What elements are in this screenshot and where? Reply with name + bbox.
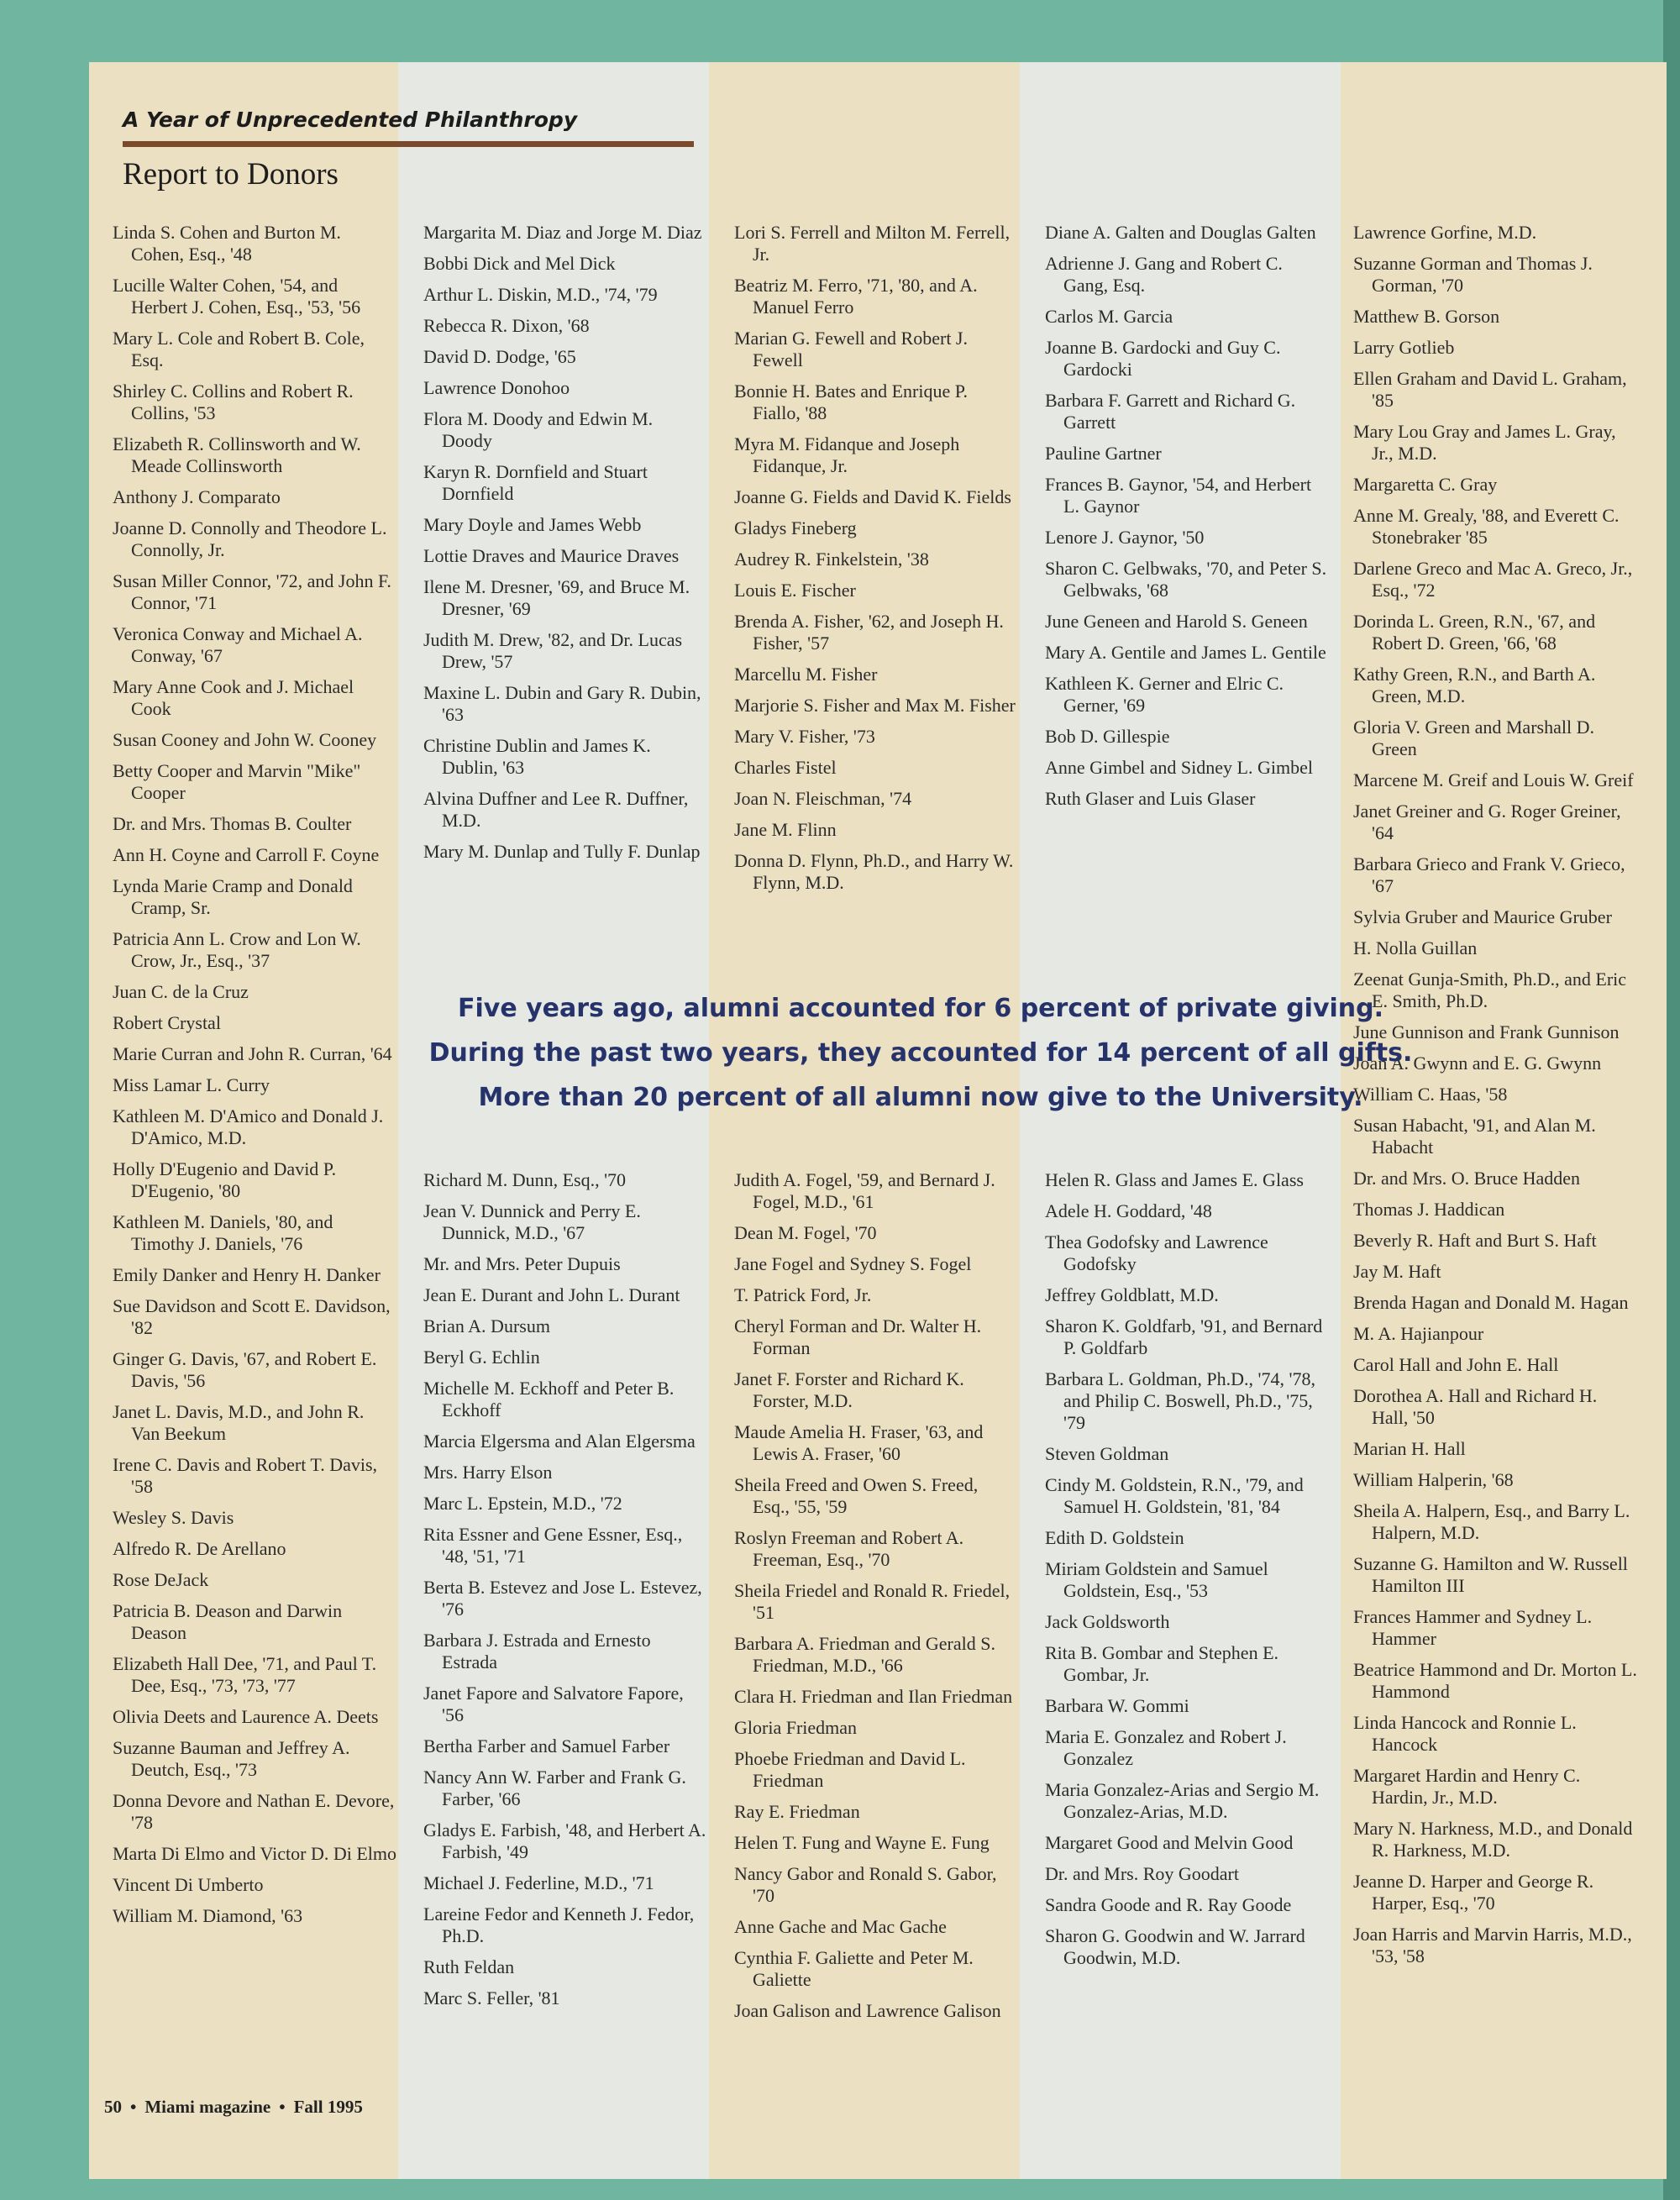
donor-entry: Joan Harris and Marvin Harris, M.D., '53, '58 — [1353, 1924, 1632, 1966]
donor-entry: William C. Haas, '58 — [1353, 1084, 1508, 1105]
donor-entry: Karyn R. Dornfield and Stuart Dornfield — [423, 461, 648, 504]
donor-entry: Richard M. Dunn, Esq., '70 — [423, 1169, 627, 1190]
donor-entry: Elizabeth R. Collinsworth and W. Meade Collinsworth — [113, 433, 361, 476]
donor-entry: Adrienne J. Gang and Robert C. Gang, Esq. — [1045, 253, 1283, 296]
donor-entry: Suzanne G. Hamilton and W. Russell Hamilton III — [1353, 1553, 1628, 1596]
donor-entry: Mary V. Fisher, '73 — [734, 726, 875, 747]
donor-entry: Beatriz M. Ferro, '71, '80, and A. Manuel Ferro — [734, 275, 978, 318]
donor-entry: Barbara L. Goldman, Ph.D., '74, '78, and Philip C. Boswell, Ph.D., '75, '79 — [1045, 1368, 1315, 1433]
donor-column-4b — [1045, 1169, 1329, 1978]
donor-entry: Sharon K. Goldfarb, '91, and Bernard P. Goldfarb — [1045, 1315, 1323, 1358]
donor-entry: Gloria Friedman — [734, 1717, 858, 1738]
donor-entry: Carlos M. Garcia — [1045, 306, 1173, 327]
donor-entry: Alfredo R. De Arellano — [113, 1538, 286, 1559]
donor-entry: Mr. and Mrs. Peter Dupuis — [423, 1253, 621, 1274]
donor-entry: Berta B. Estevez and Jose L. Estevez, '76 — [423, 1577, 702, 1620]
donor-entry: Marcene M. Greif and Louis W. Greif — [1353, 769, 1634, 790]
donor-entry: Mary L. Cole and Robert B. Cole, Esq. — [113, 328, 365, 370]
donor-entry: Frances Hammer and Sydney L. Hammer — [1353, 1606, 1593, 1649]
donor-entry: Sylvia Gruber and Maurice Gruber — [1353, 906, 1612, 927]
donor-entry: Bertha Farber and Samuel Farber — [423, 1735, 670, 1756]
donor-entry: Anthony J. Comparato — [113, 486, 281, 507]
donor-entry: Cheryl Forman and Dr. Walter H. Forman — [734, 1315, 982, 1358]
donor-entry: June Geneen and Harold S. Geneen — [1045, 611, 1308, 632]
donor-entry: Holly D'Eugenio and David P. D'Eugenio, '80 — [113, 1158, 337, 1201]
donor-entry: Jay M. Haft — [1353, 1261, 1441, 1282]
donor-entry: Wesley S. Davis — [113, 1507, 234, 1528]
callout-line: More than 20 percent of all alumni now give to the University. — [478, 1083, 1363, 1112]
donor-entry: Lawrence Gorfine, M.D. — [1353, 222, 1537, 243]
donor-entry: Brian A. Dursum — [423, 1315, 550, 1336]
donor-entry: Dr. and Mrs. Roy Goodart — [1045, 1863, 1239, 1884]
donor-entry: Clara H. Friedman and Ilan Friedman — [734, 1686, 1013, 1707]
donor-entry: Lucille Walter Cohen, '54, and Herbert J. Cohen, Esq., '53, '56 — [113, 275, 361, 318]
donor-entry: Maria E. Gonzalez and Robert J. Gonzalez — [1045, 1726, 1287, 1769]
donor-entry: Kathleen M. Daniels, '80, and Timothy J. Daniels, '76 — [113, 1211, 333, 1254]
donor-entry: Edith D. Goldstein — [1045, 1527, 1184, 1548]
donor-entry: Nancy Gabor and Ronald S. Gabor, '70 — [734, 1863, 997, 1906]
donor-entry: Maude Amelia H. Fraser, '63, and Lewis A. Fraser, '60 — [734, 1421, 984, 1464]
donor-entry: Irene C. Davis and Robert T. Davis, '58 — [113, 1454, 378, 1497]
donor-entry: Diane A. Galten and Douglas Galten — [1045, 222, 1316, 243]
donor-entry: Margaret Good and Melvin Good — [1045, 1832, 1294, 1853]
donor-entry: Joanne B. Gardocki and Guy C. Gardocki — [1045, 337, 1281, 380]
donor-entry: Darlene Greco and Mac A. Greco, Jr., Esq., '72 — [1353, 558, 1633, 601]
donor-entry: Joanne D. Connolly and Theodore L. Connolly, Jr. — [113, 517, 387, 560]
donor-entry: Susan Habacht, '91, and Alan M. Habacht — [1353, 1115, 1596, 1158]
donor-entry: Phoebe Friedman and David L. Friedman — [734, 1748, 966, 1791]
donor-entry: Michael J. Federline, M.D., '71 — [423, 1872, 654, 1893]
donor-entry: Kathleen K. Gerner and Elric C. Gerner, '69 — [1045, 673, 1284, 716]
donor-entry: Gladys E. Farbish, '48, and Herbert A. Farbish, '49 — [423, 1819, 706, 1862]
donor-entry: Barbara W. Gommi — [1045, 1695, 1189, 1716]
donor-entry: Gladys Fineberg — [734, 517, 857, 538]
donor-entry: Kathy Green, R.N., and Barth A. Green, M.D. — [1353, 664, 1596, 706]
donor-entry: Mary Doyle and James Webb — [423, 514, 642, 535]
donor-entry: Rose DeJack — [113, 1569, 209, 1590]
donor-entry: Mary M. Dunlap and Tully F. Dunlap — [423, 841, 701, 862]
donor-entry: Bobbi Dick and Mel Dick — [423, 253, 616, 274]
publication-name: Miami magazine — [144, 2097, 271, 2117]
donor-entry: Jean E. Durant and John L. Durant — [423, 1284, 680, 1305]
donor-entry: Zeenat Gunja-Smith, Ph.D., and Eric E. Smith, Ph.D. — [1353, 969, 1627, 1011]
donor-entry: Mary N. Harkness, M.D., and Donald R. Harkness, M.D. — [1353, 1818, 1633, 1861]
donor-entry: Michelle M. Eckhoff and Peter B. Eckhoff — [423, 1378, 675, 1420]
donor-entry: Jack Goldsworth — [1045, 1611, 1170, 1632]
donor-entry: Mary Lou Gray and James L. Gray, Jr., M.D. — [1353, 421, 1616, 464]
donor-entry: Lareine Fedor and Kenneth J. Fedor, Ph.D. — [423, 1903, 695, 1946]
donor-entry: Elizabeth Hall Dee, '71, and Paul T. Dee, Esq., '73, '73, '77 — [113, 1653, 377, 1696]
magazine-page — [89, 62, 1667, 2179]
donor-entry: Ray E. Friedman — [734, 1801, 860, 1822]
donor-entry: Robert Crystal — [113, 1012, 221, 1033]
donor-entry: Lenore J. Gaynor, '50 — [1045, 527, 1205, 548]
donor-entry: Marcellu M. Fisher — [734, 664, 878, 685]
donor-entry: Joan Galison and Lawrence Galison — [734, 2000, 1001, 2021]
donor-entry: Louis E. Fischer — [734, 580, 856, 601]
donor-entry: Dr. and Mrs. Thomas B. Coulter — [113, 813, 352, 834]
donor-column-2b — [423, 1169, 707, 2019]
donor-entry: Marta Di Elmo and Victor D. Di Elmo — [113, 1843, 396, 1864]
donor-entry: Janet Greiner and G. Roger Greiner, '64 — [1353, 801, 1621, 843]
callout-line: During the past two years, they accounted for 14 percent of all gifts. — [428, 1038, 1413, 1068]
page-number: 50 — [104, 2097, 122, 2117]
donor-entry: Suzanne Bauman and Jeffrey A. Deutch, Esq., '73 — [113, 1737, 350, 1780]
donor-entry: Alvina Duffner and Lee R. Duffner, M.D. — [423, 788, 689, 831]
donor-entry: Arthur L. Diskin, M.D., '74, '79 — [423, 284, 658, 305]
donor-entry: Steven Goldman — [1045, 1443, 1169, 1464]
donor-entry: Dean M. Fogel, '70 — [734, 1222, 877, 1243]
donor-entry: Juan C. de la Cruz — [113, 981, 249, 1002]
donor-entry: Betty Cooper and Marvin "Mike" Cooper — [113, 760, 361, 803]
donor-entry: Christine Dublin and James K. Dublin, '63 — [423, 735, 651, 778]
donor-entry: Brenda A. Fisher, '62, and Joseph H. Fisher, '57 — [734, 611, 1004, 654]
donor-entry: Vincent Di Umberto — [113, 1874, 264, 1895]
donor-entry: Ilene M. Dresner, '69, and Bruce M. Dresner, '69 — [423, 576, 690, 619]
donor-entry: Bob D. Gillespie — [1045, 726, 1170, 747]
donor-entry: H. Nolla Guillan — [1353, 937, 1478, 958]
section-kicker: A Year of Unprecedented Philanthropy — [123, 108, 578, 132]
donor-entry: Rebecca R. Dixon, '68 — [423, 315, 590, 336]
donor-entry: Judith A. Fogel, '59, and Bernard J. Fogel, M.D., '61 — [734, 1169, 995, 1212]
page-footer — [104, 2097, 363, 2118]
page-title: Report to Donors — [123, 157, 339, 192]
donor-entry: Cynthia F. Galiette and Peter M. Galiette — [734, 1947, 974, 1990]
donor-entry: Lawrence Donohoo — [423, 377, 570, 398]
donor-entry: Rita B. Gombar and Stephen E. Gombar, Jr. — [1045, 1642, 1279, 1685]
donor-entry: Ann H. Coyne and Carroll F. Coyne — [113, 844, 380, 865]
donor-entry: Sheila A. Halpern, Esq., and Barry L. Halpern, M.D. — [1353, 1500, 1630, 1543]
donor-entry: Beverly R. Haft and Burt S. Haft — [1353, 1230, 1597, 1251]
donor-entry: Thomas J. Haddican — [1353, 1199, 1505, 1220]
donor-entry: Gloria V. Green and Marshall D. Green — [1353, 717, 1594, 759]
donor-entry: Marjorie S. Fisher and Max M. Fisher — [734, 695, 1016, 716]
donor-entry: Lori S. Ferrell and Milton M. Ferrell, Jr. — [734, 222, 1011, 265]
donor-entry: Joanne G. Fields and David K. Fields — [734, 486, 1011, 507]
donor-entry: Audrey R. Finkelstein, '38 — [734, 549, 929, 570]
donor-entry: Patricia Ann L. Crow and Lon W. Crow, Jr., Esq., '37 — [113, 928, 361, 971]
alumni-giving-callout — [366, 986, 1475, 1120]
donor-entry: Janet Fapore and Salvatore Fapore, '56 — [423, 1683, 684, 1725]
donor-entry: M. A. Hajianpour — [1353, 1323, 1484, 1344]
donor-entry: Margaretta C. Gray — [1353, 474, 1498, 495]
donor-column-4 — [1045, 222, 1329, 819]
donor-entry: Suzanne Gorman and Thomas J. Gorman, '70 — [1353, 253, 1593, 296]
donor-entry: Sharon G. Goodwin and W. Jarrard Goodwin, M.D. — [1045, 1925, 1305, 1968]
donor-entry: Miriam Goldstein and Samuel Goldstein, Esq., '53 — [1045, 1558, 1268, 1601]
donor-entry: Linda S. Cohen and Burton M. Cohen, Esq., '48 — [113, 222, 341, 265]
donor-entry: Susan Cooney and John W. Cooney — [113, 729, 377, 750]
footer-separator: • — [130, 2097, 137, 2117]
donor-entry: Larry Gotlieb — [1353, 337, 1455, 358]
donor-entry: Dorinda L. Green, R.N., '67, and Robert D. Green, '66, '68 — [1353, 611, 1596, 654]
donor-entry: Anne M. Grealy, '88, and Everett C. Stonebraker '85 — [1353, 505, 1620, 548]
donor-entry: Kathleen M. D'Amico and Donald J. D'Amico, M.D. — [113, 1105, 384, 1148]
donor-column-3 — [734, 222, 1018, 903]
donor-entry: Carol Hall and John E. Hall — [1353, 1354, 1559, 1375]
donor-entry: Ellen Graham and David L. Graham, '85 — [1353, 368, 1627, 411]
donor-entry: Brenda Hagan and Donald M. Hagan — [1353, 1292, 1629, 1313]
footer-separator: • — [279, 2097, 286, 2117]
donor-entry: Thea Godofsky and Lawrence Godofsky — [1045, 1231, 1268, 1274]
donor-entry: Cindy M. Goldstein, R.N., '79, and Samuel H. Goldstein, '81, '84 — [1045, 1474, 1304, 1517]
donor-entry: Dorothea A. Hall and Richard H. Hall, '50 — [1353, 1385, 1598, 1428]
donor-entry: Emily Danker and Henry H. Danker — [113, 1264, 381, 1285]
donor-entry: Miss Lamar L. Curry — [113, 1074, 270, 1095]
donor-entry: Margaret Hardin and Henry C. Hardin, Jr., M.D. — [1353, 1765, 1581, 1808]
donor-entry: Frances B. Gaynor, '54, and Herbert L. Gaynor — [1045, 474, 1312, 517]
donor-entry: Jeanne D. Harper and George R. Harper, Esq., '70 — [1353, 1871, 1594, 1914]
donor-entry: June Gunnison and Frank Gunnison — [1353, 1021, 1620, 1042]
donor-entry: Ginger G. Davis, '67, and Robert E. Davis, '56 — [113, 1348, 377, 1391]
donor-entry: Myra M. Fidanque and Joseph Fidanque, Jr. — [734, 433, 960, 476]
donor-entry: Joan A. Gwynn and E. G. Gwynn — [1353, 1053, 1602, 1074]
donor-entry: Marc L. Epstein, M.D., '72 — [423, 1493, 622, 1514]
donor-entry: Flora M. Doody and Edwin M. Doody — [423, 408, 654, 451]
header-rule — [123, 141, 694, 147]
donor-entry: T. Patrick Ford, Jr. — [734, 1284, 872, 1305]
donor-entry: William Halperin, '68 — [1353, 1469, 1514, 1490]
donor-entry: Olivia Deets and Laurence A. Deets — [113, 1706, 379, 1727]
donor-entry: Ruth Feldan — [423, 1956, 515, 1977]
donor-entry: Judith M. Drew, '82, and Dr. Lucas Drew, '57 — [423, 629, 683, 672]
donor-entry: Shirley C. Collins and Robert R. Collins, '53 — [113, 381, 354, 423]
donor-entry: Donna D. Flynn, Ph.D., and Harry W. Flynn, M.D. — [734, 850, 1014, 893]
donor-entry: Roslyn Freeman and Robert A. Freeman, Esq., '70 — [734, 1527, 964, 1570]
donor-entry: Barbara Grieco and Frank V. Grieco, '67 — [1353, 853, 1625, 896]
donor-entry: Janet L. Davis, M.D., and John R. Van Beekum — [113, 1401, 365, 1444]
donor-entry: Barbara A. Friedman and Gerald S. Friedman, M.D., '66 — [734, 1633, 995, 1676]
donor-entry: Sandra Goode and R. Ray Goode — [1045, 1894, 1292, 1915]
donor-entry: Marcia Elgersma and Alan Elgersma — [423, 1431, 696, 1452]
donor-entry: Jane M. Flinn — [734, 819, 837, 840]
donor-entry: Mary Anne Cook and J. Michael Cook — [113, 676, 354, 719]
donor-entry: Adele H. Goddard, '48 — [1045, 1200, 1212, 1221]
donor-entry: Lottie Draves and Maurice Draves — [423, 545, 680, 566]
donor-entry: Bonnie H. Bates and Enrique P. Fiallo, '88 — [734, 381, 969, 423]
donor-entry: Barbara J. Estrada and Ernesto Estrada — [423, 1630, 651, 1672]
donor-entry: Jane Fogel and Sydney S. Fogel — [734, 1253, 972, 1274]
donor-entry: Patricia B. Deason and Darwin Deason — [113, 1600, 343, 1643]
donor-entry: Janet F. Forster and Richard K. Forster, M.D. — [734, 1368, 964, 1411]
donor-entry: Matthew B. Gorson — [1353, 306, 1500, 327]
donor-entry: Marie Curran and John R. Curran, '64 — [113, 1043, 392, 1064]
donor-entry: Sheila Friedel and Ronald R. Friedel, '51 — [734, 1580, 1011, 1623]
donor-entry: David D. Dodge, '65 — [423, 346, 576, 367]
donor-entry: Linda Hancock and Ronnie L. Hancock — [1353, 1712, 1577, 1755]
donor-entry: Sue Davidson and Scott E. Davidson, '82 — [113, 1295, 391, 1338]
donor-entry: Margarita M. Diaz and Jorge M. Diaz — [423, 222, 702, 243]
donor-entry: Sharon C. Gelbwaks, '70, and Peter S. Gelbwaks, '68 — [1045, 558, 1327, 601]
donor-entry: Anne Gimbel and Sidney L. Gimbel — [1045, 757, 1313, 778]
donor-entry: Barbara F. Garrett and Richard G. Garrett — [1045, 390, 1296, 433]
donor-entry: Susan Miller Connor, '72, and John F. Connor, '71 — [113, 570, 391, 613]
donor-entry: Charles Fistel — [734, 757, 837, 778]
donor-entry: Helen T. Fung and Wayne E. Fung — [734, 1832, 990, 1853]
donor-entry: Pauline Gartner — [1045, 443, 1162, 464]
donor-entry: Lynda Marie Cramp and Donald Cramp, Sr. — [113, 875, 353, 918]
donor-column-3b — [734, 1169, 1018, 2031]
donor-entry: Sheila Freed and Owen S. Freed, Esq., '55, '59 — [734, 1474, 979, 1517]
donor-entry: Jean V. Dunnick and Perry E. Dunnick, M.D., '67 — [423, 1200, 641, 1243]
donor-entry: Beryl G. Echlin — [423, 1347, 540, 1368]
donor-entry: Mrs. Harry Elson — [423, 1462, 553, 1483]
donor-entry: Marc S. Feller, '81 — [423, 1987, 560, 2008]
donor-entry: Ruth Glaser and Luis Glaser — [1045, 788, 1256, 809]
donor-entry: Helen R. Glass and James E. Glass — [1045, 1169, 1304, 1190]
donor-entry: Maria Gonzalez-Arias and Sergio M. Gonzalez-Arias, M.D. — [1045, 1779, 1320, 1822]
donor-entry: Beatrice Hammond and Dr. Morton L. Hammond — [1353, 1659, 1637, 1702]
donor-entry: Nancy Ann W. Farber and Frank G. Farber, '66 — [423, 1767, 686, 1809]
donor-entry: Anne Gache and Mac Gache — [734, 1916, 947, 1937]
issue-date: Fall 1995 — [293, 2097, 363, 2117]
donor-column-1 — [113, 222, 396, 1936]
callout-line: Five years ago, alumni accounted for 6 percent of private giving. — [457, 994, 1384, 1023]
donor-entry: Dr. and Mrs. O. Bruce Hadden — [1353, 1168, 1581, 1189]
donor-entry: Marian G. Fewell and Robert J. Fewell — [734, 328, 968, 370]
donor-entry: Jeffrey Goldblatt, M.D. — [1045, 1284, 1219, 1305]
donor-entry: Rita Essner and Gene Essner, Esq., '48, '51, '71 — [423, 1524, 683, 1567]
donor-entry: Maxine L. Dubin and Gary R. Dubin, '63 — [423, 682, 701, 725]
donor-entry: Veronica Conway and Michael A. Conway, '67 — [113, 623, 363, 666]
donor-entry: Mary A. Gentile and James L. Gentile — [1045, 642, 1326, 663]
donor-entry: Donna Devore and Nathan E. Devore, '78 — [113, 1790, 395, 1833]
donor-entry: Joan N. Fleischman, '74 — [734, 788, 912, 809]
donor-entry: William M. Diamond, '63 — [113, 1905, 303, 1926]
donor-column-2 — [423, 222, 707, 872]
donor-entry: Marian H. Hall — [1353, 1438, 1466, 1459]
